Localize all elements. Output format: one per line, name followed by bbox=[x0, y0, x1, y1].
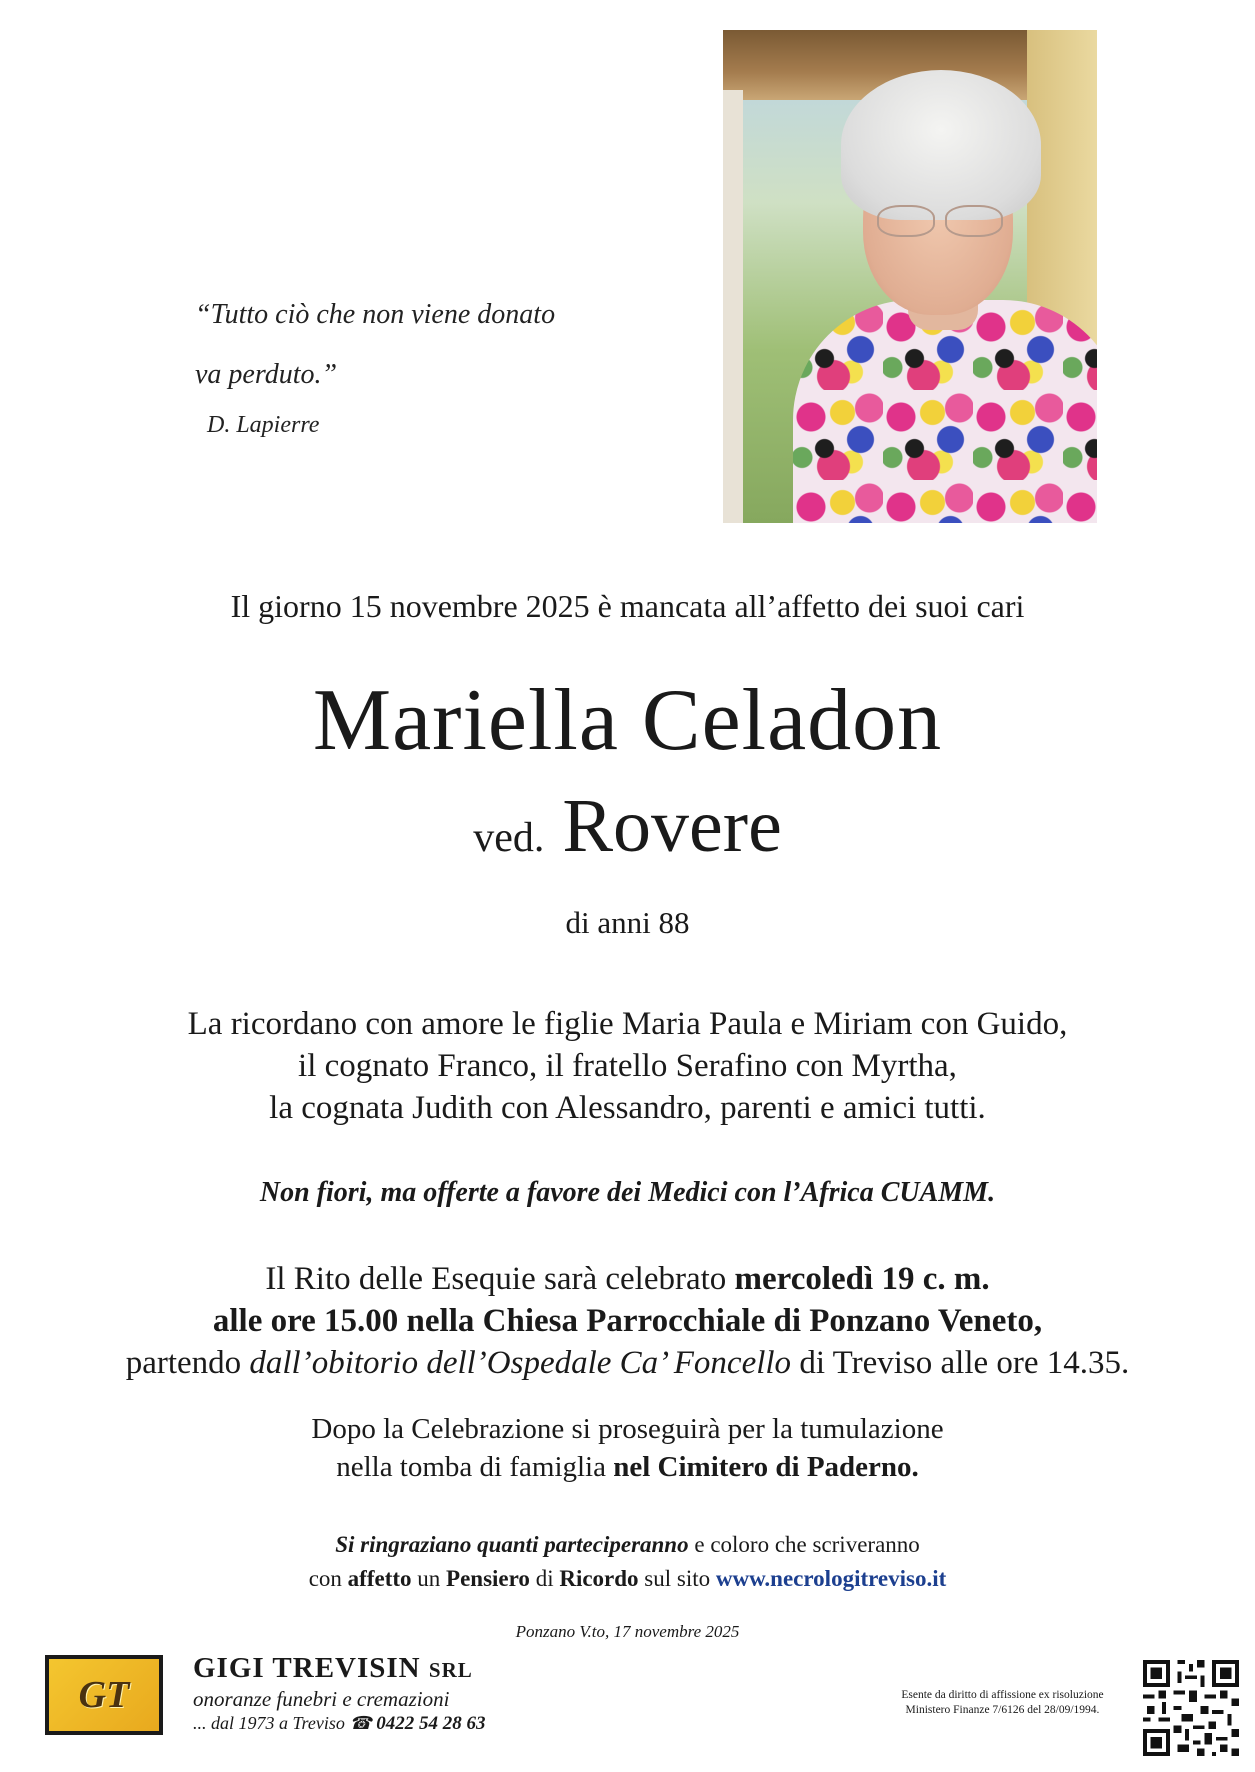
burial-line-2: nella tomba di famiglia nel Cimitero di Paderno. bbox=[336, 1451, 919, 1483]
burial-line-1: Dopo la Celebrazione si proseguirà per la tumulazione bbox=[311, 1413, 944, 1445]
company-name: GIGI TREVISIN SRL bbox=[193, 1652, 473, 1684]
thanks-line-1: Si ringraziano quanti parteciperanno e coloro che scriveranno bbox=[335, 1532, 920, 1557]
family-line: il cognato Franco, il fratello Serafino con Myrtha, bbox=[298, 1048, 957, 1084]
quote-line-2: va perduto.” bbox=[195, 359, 338, 390]
quote-block bbox=[195, 285, 555, 445]
donation-note: Non fiori, ma offerte a favore dei Medici con l’Africa CUAMM. bbox=[259, 1177, 996, 1208]
burial-block bbox=[0, 1410, 1255, 1486]
company-phone: 0422 54 28 63 bbox=[376, 1713, 486, 1734]
rite-line-1: Il Rito delle Esequie sarà celebrato mercoledì 19 c. m. bbox=[265, 1261, 990, 1297]
company-logo: GT bbox=[45, 1655, 163, 1735]
funeral-rite-block bbox=[0, 1258, 1255, 1384]
family-block bbox=[0, 1003, 1255, 1129]
glasses bbox=[873, 205, 1005, 235]
age-text: di anni 88 bbox=[565, 905, 690, 940]
company-info bbox=[193, 1652, 486, 1735]
thanks-block bbox=[0, 1528, 1255, 1596]
thanks-line-2: con affetto un Pensiero di Ricordo sul sito www.necrologitreviso.it bbox=[308, 1566, 947, 1591]
quote-line-1: “Tutto ciò che non viene donato bbox=[195, 299, 556, 330]
quote-author: D. Lapierre bbox=[207, 412, 320, 438]
phone-icon: ☎ bbox=[349, 1713, 372, 1733]
company-since: ... dal 1973 a Treviso ☎ 0422 54 28 63 bbox=[193, 1713, 486, 1734]
website-link[interactable]: www.necrologitreviso.it bbox=[715, 1566, 947, 1591]
rite-line-2: alle ore 15.00 nella Chiesa Parrocchiale di Ponzano Veneto, bbox=[212, 1303, 1043, 1339]
rite-line-3: partendo dall’obitorio dell’Ospedale Ca’ Foncello di Treviso alle ore 14.35. bbox=[125, 1345, 1130, 1381]
married-prefix: ved. bbox=[473, 815, 545, 861]
qr-code-icon[interactable] bbox=[1143, 1660, 1239, 1756]
company-subtitle: onoranze funebri e cremazioni bbox=[193, 1687, 450, 1711]
place-date: Ponzano V.to, 17 novembre 2025 bbox=[515, 1622, 740, 1641]
deceased-name: Mariella Celadon bbox=[312, 672, 943, 769]
intro-text: Il giorno 15 novembre 2025 è mancata all’affetto dei suoi cari bbox=[230, 588, 1025, 624]
family-line: La ricordano con amore le figlie Maria Paula e Miriam con Guido, bbox=[187, 1006, 1068, 1042]
family-line: la cognata Judith con Alessandro, parenti e amici tutti. bbox=[269, 1090, 986, 1126]
married-name bbox=[0, 783, 1255, 870]
tax-exempt-note: Esente da diritto di affissione ex risoluzione Ministero Finanze 7/6126 del 28/09/1994. bbox=[901, 1689, 1104, 1716]
portrait-photo bbox=[723, 30, 1097, 523]
married-surname: Rovere bbox=[562, 784, 782, 868]
